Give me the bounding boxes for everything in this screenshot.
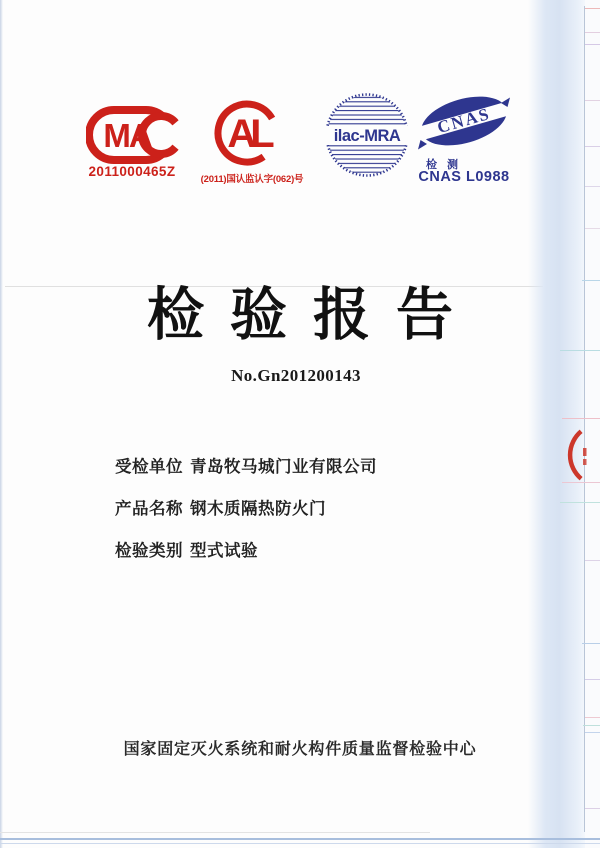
field-value: 钢木质隔热防火门 bbox=[190, 500, 326, 518]
edge-rule-line bbox=[562, 418, 600, 419]
field-value: 青岛牧马城门业有限公司 bbox=[190, 458, 377, 476]
edge-rule-line bbox=[582, 280, 600, 281]
field-row-inspected-unit bbox=[115, 453, 377, 476]
bottom-edge-line bbox=[0, 838, 600, 840]
report-fields bbox=[115, 453, 377, 579]
cnas-lab-code: CNAS L0988 bbox=[418, 169, 510, 185]
edge-rule-line bbox=[585, 186, 600, 187]
page-edge-vertical-line bbox=[584, 6, 585, 832]
edge-rule-line bbox=[585, 228, 600, 229]
edge-rule-line bbox=[585, 732, 600, 733]
edge-rule-line bbox=[585, 100, 600, 101]
bleedthrough-red-stamp-icon bbox=[567, 420, 593, 490]
issuing-center-footer: 国家固定灭火系统和耐火构件质量监督检验中心 bbox=[123, 741, 477, 758]
edge-rule-line bbox=[560, 350, 600, 351]
bottom-edge-line bbox=[0, 832, 430, 833]
edge-rule-line bbox=[582, 643, 600, 644]
bottom-edge-line bbox=[0, 843, 600, 844]
ilac-mra-text: ilac-MRA bbox=[333, 127, 401, 145]
left-page-edge bbox=[0, 0, 3, 848]
ilac-mra-logo-icon bbox=[324, 91, 410, 180]
cal-logo-icon bbox=[210, 100, 286, 168]
edge-rule-line bbox=[585, 679, 600, 680]
cnas-logo-icon bbox=[417, 94, 511, 154]
edge-rule-line bbox=[585, 8, 600, 9]
report-title: 检验报告 bbox=[147, 283, 479, 348]
edge-rule-line bbox=[585, 560, 600, 561]
cnas-jiance-label: 检测 bbox=[426, 159, 468, 171]
cal-mark-text: AL bbox=[227, 112, 269, 156]
edge-rule-line bbox=[585, 44, 600, 45]
field-label: 受检单位 bbox=[115, 458, 183, 476]
field-label: 产品名称 bbox=[115, 500, 183, 518]
edge-rule-line bbox=[560, 502, 600, 503]
edge-rule-line bbox=[583, 725, 600, 726]
edge-rule-line bbox=[585, 32, 600, 33]
cma-mark-text: MA bbox=[103, 117, 151, 154]
cma-accreditation-code: 2011000465Z bbox=[88, 164, 176, 179]
edge-rule-line bbox=[585, 808, 600, 809]
cnas-mark-text: CNAS bbox=[435, 103, 493, 138]
field-row-inspection-type bbox=[115, 537, 377, 560]
edge-rule-line bbox=[585, 717, 600, 718]
field-row-product-name bbox=[115, 495, 377, 518]
cal-accreditation-code: (2011)国认监认字(062)号 bbox=[200, 174, 304, 185]
field-value: 型式试验 bbox=[190, 542, 258, 560]
cma-logo-icon bbox=[86, 106, 182, 164]
field-label: 检验类别 bbox=[115, 542, 183, 560]
edge-rule-line bbox=[585, 146, 600, 147]
report-number: No.Gn201200143 bbox=[231, 366, 361, 385]
